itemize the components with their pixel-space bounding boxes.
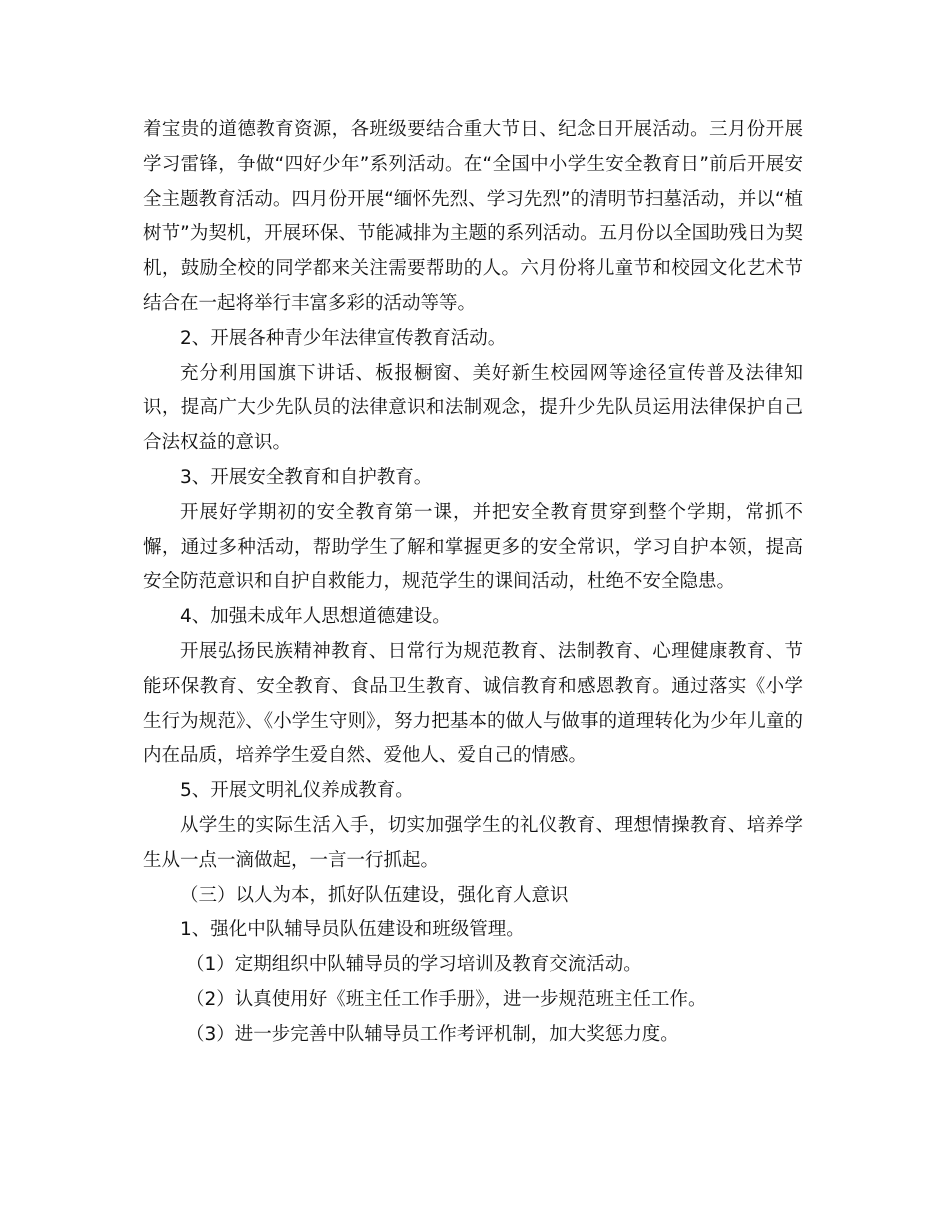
- heading-etiquette-education: 5、开展文明礼仪养成教育。: [180, 780, 414, 802]
- heading-counselor-team: 1、强化中队辅导员队伍建设和班级管理。: [180, 919, 525, 941]
- heading-safety-education: 3、开展安全教育和自护教育。: [180, 466, 433, 488]
- paragraph-moral-building: 开展弘扬民族精神教育、日常行为规范教育、法制教育、心理健康教育、节能环保教育、安全教育、食品卫生教育、诚信教育和感恩教育。通过落实《小学生行为规范》、《小学生守则》，努力把基本的做人与做事的道理转化为少年儿童的内在品质，培养学生爱自然、爱他人、爱自己的情感。: [143, 640, 803, 767]
- section-heading-team-building: （三）以人为本，抓好队伍建设，强化育人意识: [180, 884, 569, 906]
- list-item-evaluation: （3）进一步完善中队辅导员工作考评机制，加大奖惩力度。: [186, 1023, 679, 1045]
- heading-law-education: 2、开展各种青少年法律宣传教育活动。: [180, 327, 507, 349]
- heading-moral-building: 4、加强未成年人思想道德建设。: [180, 606, 451, 628]
- paragraph-etiquette-education: 从学生的实际生活入手，切实加强学生的礼仪教育、理想情操教育、培养学生从一点一滴做起，一言一行抓起。: [143, 814, 803, 871]
- paragraph-safety-education: 开展好学期初的安全教育第一课，并把安全教育贯穿到整个学期，常抓不懈，通过多种活动，帮助学生了解和掌握更多的安全常识，学习自护本领，提高安全防范意识和自护自救能力，规范学生的课间活动，杜绝不安全隐患。: [143, 501, 803, 593]
- paragraph-activities-continued: 着宝贵的道德教育资源，各班级要结合重大节日、纪念日开展活动。三月份开展学习雷锋，争做“四好少年”系列活动。在“全国中小学生安全教育日”前后开展安全主题教育活动。四月份开展“缅怀先烈、学习先烈”的清明节扫墓活动，并以“植树节”为契机，开展环保、节能减排为主题的系列活动。五月份以全国助残日为契机，鼓励全校的同学都来关注需要帮助的人。六月份将儿童节和校园文化艺术节结合在一起将举行丰富多彩的活动等等。: [143, 119, 803, 314]
- list-item-handbook: （2）认真使用好《班主任工作手册》，进一步规范班主任工作。: [186, 988, 707, 1010]
- paragraph-law-education: 充分利用国旗下讲话、板报橱窗、美好新生校园网等途径宣传普及法律知识，提高广大少先队员的法律意识和法制观念，提升少先队员运用法律保护自己合法权益的意识。: [143, 362, 803, 454]
- document-body: [143, 113, 803, 1053]
- list-item-training: （1）定期组织中队辅导员的学习培训及教育交流活动。: [186, 954, 642, 976]
